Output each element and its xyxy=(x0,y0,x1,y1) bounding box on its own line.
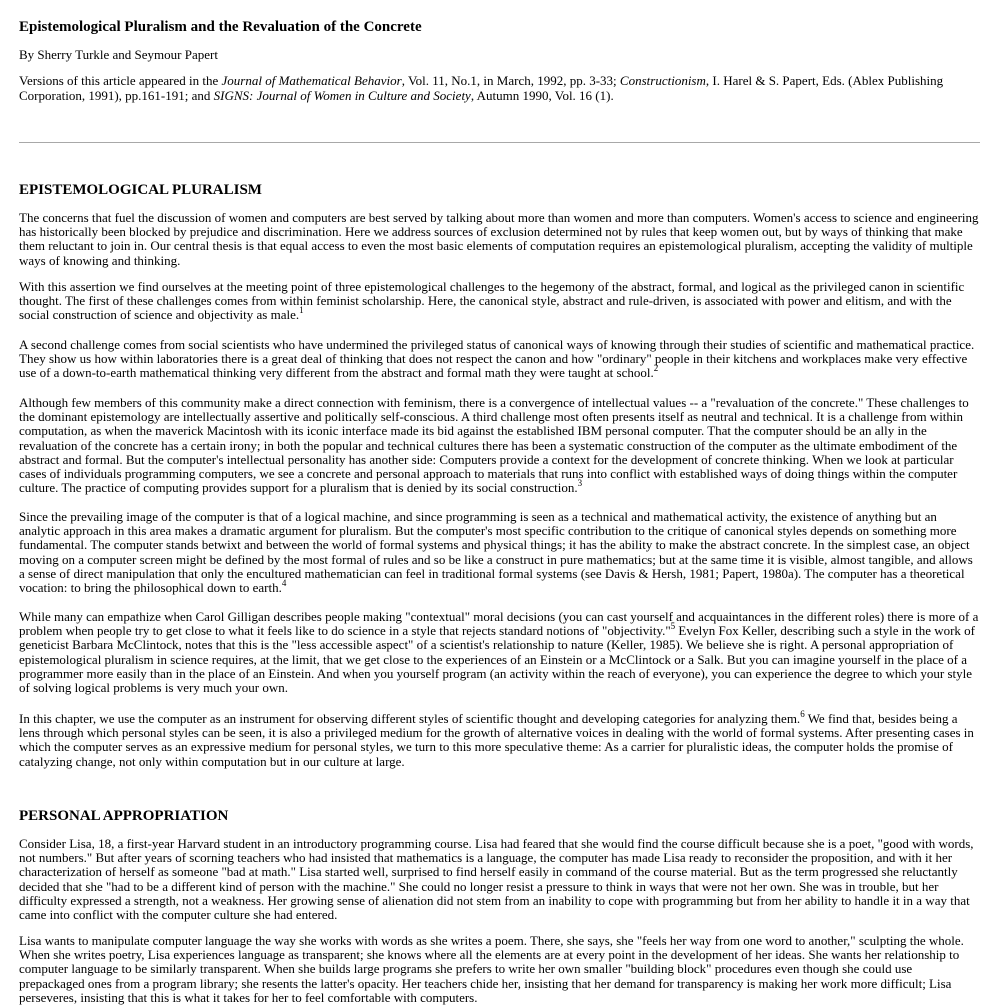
footnote-ref-2[interactable]: 2 xyxy=(653,363,659,374)
paragraph-3-text: A second challenge comes from social scientists who have undermined the privileged status of canonical ways of knowing through their studies of scientific and mathematical practice. They show us how within laboratories there is a great deal of thinking that does not respect the canon and how "ordinary" people in their kitchens and workplaces make very effective use of a down-to-earth mathematical thinking very different from the abstract and formal math they were taught at school. xyxy=(19,337,975,381)
section-heading-personal-appropriation: PERSONAL APPROPRIATION xyxy=(19,808,229,824)
paragraph-1: The concerns that fuel the discussion of women and computers are best served by talking about more than women and more than computers. Women's access to science and engineering has historically been blocked by prejudice and discrimination. Here we address sources of exclusion determined not by rules that keep women out, but by ways of thinking that make them reluctant to join in. Our central thesis is that equal access to even the most basic elements of computation requires an epistemological pluralism, accepting the validity of multiple ways of knowing and thinking. xyxy=(19,210,979,268)
paragraph-6-text-a: While many can empathize when Carol Gilligan describes people making "contextual" moral decisions (you can cast yourself and acquaintances in the different roles) there is more of a problem when people try to get close to what it feels like to do science in a style that rejects standard notions of "objectivity." xyxy=(19,609,979,639)
footnote-ref-3[interactable]: 3 xyxy=(577,478,583,489)
paragraph-4 xyxy=(19,396,980,495)
publication-note-part-3: , Autumn 1990, Vol. 16 (1). xyxy=(470,87,614,103)
publication-note-prefix: Versions of this article appeared in the xyxy=(19,73,222,88)
paragraph-4-text: Although few members of this community make a direct connection with feminism, there is a convergence of intellectual values -- a "revaluation of the concrete." These challenges to the dominant epistemology are intellectually assertive and politically self-conscious. A third challenge most often presents itself as neutral and technical. It is a challenge from within computation, as when the maverick Macintosh with its iconic interface made its bid against the established IBM personal computer. That the computer should be an ally in the revaluation of the concrete has a certain irony; in both the popular and technical cultures there has been a systematic construction of the computer as the ultimate embodiment of the abstract and formal. But the computer's intellectual personality has another side: Computers provide a context for the development of concrete thinking. When we look at particular cases of individuals programming computers, we see a concrete and personal approach to materials that runs into conflict with established ways of doing things within the computer culture. The practice of computing provides support for a pluralism that is denied by its social construction. xyxy=(19,395,969,496)
journal-title-1: Journal of Mathematical Behavior xyxy=(221,73,402,88)
publication-note xyxy=(19,74,980,103)
journal-title-3: SIGNS: Journal of Women in Culture and Society xyxy=(213,87,471,103)
horizontal-divider xyxy=(19,142,980,143)
paragraph-7-text-b: We find that, besides being a lens through which personal styles can be seen, it is also a privileged medium for the growth of alternative voices in dealing with the world of formal systems. After presenting cases in which the computer serves as an expressive medium for personal styles, we turn to this more speculative theme: As a carrier for pluralistic ideas, the computer holds the promise of catalyzing change, not only within computation but in our culture at large. xyxy=(19,711,974,769)
publication-note-part-2: , I. Harel & S. Papert, Eds. (Ablex Publishing Corporation, 1991), pp.161-191; and xyxy=(19,73,944,103)
footnote-ref-1[interactable]: 1 xyxy=(299,305,304,316)
footnote-ref-4[interactable]: 4 xyxy=(281,578,287,589)
paragraph-9: Lisa wants to manipulate computer language the way she works with words as she writes a poem. There, she says, she "feels her way from one word to another," sculpting the whole. When she writes poetry, Lisa experiences language as transparent; she knows where all the elements are at every point in the development of her ideas. She wants her relationship to computer language to be similarly transparent. When she builds large programs she prefers to write her own smaller "building block" procedures even though she could use prepackaged ones from a program library; she resents the latter's opacity. Her teachers chide her, insisting that her demand for transparency is making her work more difficult; Lisa perseveres, insisting that this is what it takes for her to feel comfortable with computers. xyxy=(19,933,964,1005)
paragraph-5 xyxy=(19,510,980,595)
paragraph-7 xyxy=(19,709,980,769)
paragraph-3 xyxy=(19,338,980,381)
paragraph-5-text: Since the prevailing image of the computer is that of a logical machine, and since programming is seen as a technical and mathematical activity, the existence of anything but an analytic approach in this area makes a dramatic argument for pluralism. But the computer's most specific contribution to the critique of canonical styles depends on something more fundamental. The computer stands betwixt and between the world of formal systems and physical things; it has the ability to make the abstract concrete. In the simplest case, an object moving on a computer screen might be defined by the most formal of rules and so be like a construct in pure mathematics; but at the same time it is visible, almost tangible, and allows a sense of direct manipulation that only the encultured mathematician can feel in traditional formal systems (see Davis & Hersh, 1981; Papert, 1980a). The computer has a theoretical vocation: to bring the philosophical down to earth. xyxy=(19,509,973,596)
paragraph-2-text: With this assertion we find ourselves at the meeting point of three epistemological challenges to the hegemony of the abstract, formal, and logical as the privileged canon in scientific thought. The first of these challenges comes from within feminist scholarship. Here, the canonical style, abstract and rule-driven, is associated with power and elitism, and with the social construction of science and objectivity as male. xyxy=(19,279,965,323)
section-heading-epistemological-pluralism: EPISTEMOLOGICAL PLURALISM xyxy=(19,182,262,198)
paragraph-6-text-b: Evelyn Fox Keller, describing such a style in the work of geneticist Barbara McClintock, notes that this is the "less accessible aspect" of a scientist's relationship to nature (Keller, 1985). We believe she is right. A personal appropriation of epistemological pluralism in science requires, at the limit, that we get close to the experiences of an Einstein or a McClintock or a Salk. But you can imagine yourself in the place of a programmer more easily than in the place of an Einstein. And when you yourself program (an activity within the reach of everyone), you can experience the degree to which your style of solving logical problems is very much your own. xyxy=(19,623,976,696)
paragraph-2 xyxy=(19,280,980,323)
paragraph-8: Consider Lisa, 18, a first-year Harvard student in an introductory programming course. Lisa had feared that she would find the course difficult because she is a poet, "good with words, not numbers." But after years of scorning teachers who had insisted that mathematics is a language, the computer has made Lisa ready to reconsider the proposition, and with it her characterization of herself as someone "bad at math." Lisa started well, surprised to find herself easily in command of the course material. But as the term progressed she reluctantly decided that she "had to be a different kind of person with the machine." She could no longer resist a pressure to think in ways that were not her own. She was in trouble, but her difficulty expressed a strength, not a weakness. Her growing sense of alienation did not stem from an inability to cope with programming but from her ability to handle it in a way that came into conflict with the computer culture she had entered. xyxy=(19,836,974,923)
paragraph-7-text-a: In this chapter, we use the computer as an instrument for observing different styles of scientific thought and developing categories for analyzing them. xyxy=(19,711,801,726)
article-authors: By Sherry Turkle and Seymour Papert xyxy=(19,47,218,62)
article-title: Epistemological Pluralism and the Revaluation of the Concrete xyxy=(19,19,422,35)
journal-title-2: Constructionism xyxy=(619,73,706,88)
publication-note-part-1: , Vol. 11, No.1, in March, 1992, pp. 3-33; xyxy=(401,73,620,88)
footnote-ref-5[interactable]: 5 xyxy=(670,621,676,632)
footnote-ref-6[interactable]: 6 xyxy=(800,709,805,719)
paragraph-6 xyxy=(19,610,980,695)
